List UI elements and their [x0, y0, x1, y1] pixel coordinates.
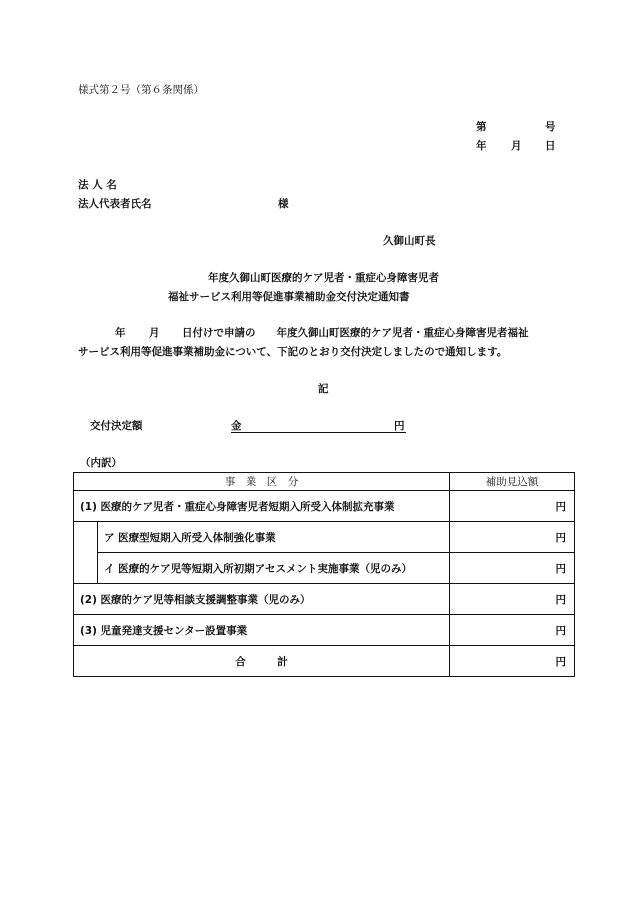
decision-amount-unit: 円: [394, 420, 405, 432]
breakdown-table: [73, 472, 575, 677]
table-row: [74, 615, 575, 646]
body-month: 月: [149, 327, 160, 339]
doc-number-suffix: 号: [545, 121, 556, 133]
indent-cell: [74, 522, 98, 553]
decision-amount-label: 交付決定額: [90, 420, 143, 432]
issuer: 久御山町長: [383, 235, 436, 247]
honorific: 様: [278, 198, 289, 210]
table-header-row: [74, 473, 575, 491]
form-label: 様式第２号（第６条関係）: [78, 84, 204, 96]
decision-amount-line: [231, 418, 406, 433]
doc-date-month: 月: [511, 140, 522, 152]
total-amount: 円: [450, 646, 575, 677]
header-amount: 補助見込額: [450, 473, 575, 491]
total-label: 合 計: [74, 646, 450, 677]
body-line1-rest: 日付けで申請の 年度久御山町医療的ケア児者・重症心身障害児者福祉: [182, 327, 529, 339]
row-label: ア 医療型短期入所受入体制強化事業: [98, 522, 450, 553]
ki-heading: 記: [318, 383, 329, 395]
table-row: [74, 522, 575, 553]
row-amount: 円: [450, 491, 575, 522]
corp-name-label: 法 人 名: [78, 179, 117, 191]
table-total-row: [74, 646, 575, 677]
row-amount: 円: [450, 584, 575, 615]
row-amount: 円: [450, 522, 575, 553]
row-amount: 円: [450, 553, 575, 584]
indent-cell: [74, 553, 98, 584]
decision-amount-prefix: 金: [231, 420, 242, 432]
header-category: 事 業 区 分: [74, 473, 450, 491]
row-label: (3) 児童発達支援センター設置事業: [74, 615, 450, 646]
doc-date-day: 日: [545, 140, 556, 152]
row-amount: 円: [450, 615, 575, 646]
body-line2: サービス利用等促進事業補助金について、下記のとおり交付決定しましたので通知します。: [78, 346, 508, 358]
row-label: (1) 医療的ケア児者・重症心身障害児者短期入所受入体制拡充事業: [74, 491, 450, 522]
table-row: [74, 491, 575, 522]
row-label: イ 医療的ケア児等短期入所初期アセスメント実施事業（児のみ）: [98, 553, 450, 584]
row-label: (2) 医療的ケア児等相談支援調整事業（児のみ）: [74, 584, 450, 615]
table-row: [74, 584, 575, 615]
title-line1: 年度久御山町医療的ケア児者・重症心身障害児者: [208, 272, 439, 284]
title-line2: 福祉サービス利用等促進事業補助金交付決定通知書: [168, 291, 410, 303]
doc-date-year: 年: [476, 140, 487, 152]
rep-name-label: 法人代表者氏名: [78, 198, 152, 210]
body-year: 年: [115, 327, 126, 339]
doc-number-prefix: 第: [476, 121, 487, 133]
table-row: [74, 553, 575, 584]
breakdown-label: （内訳）: [80, 457, 122, 469]
